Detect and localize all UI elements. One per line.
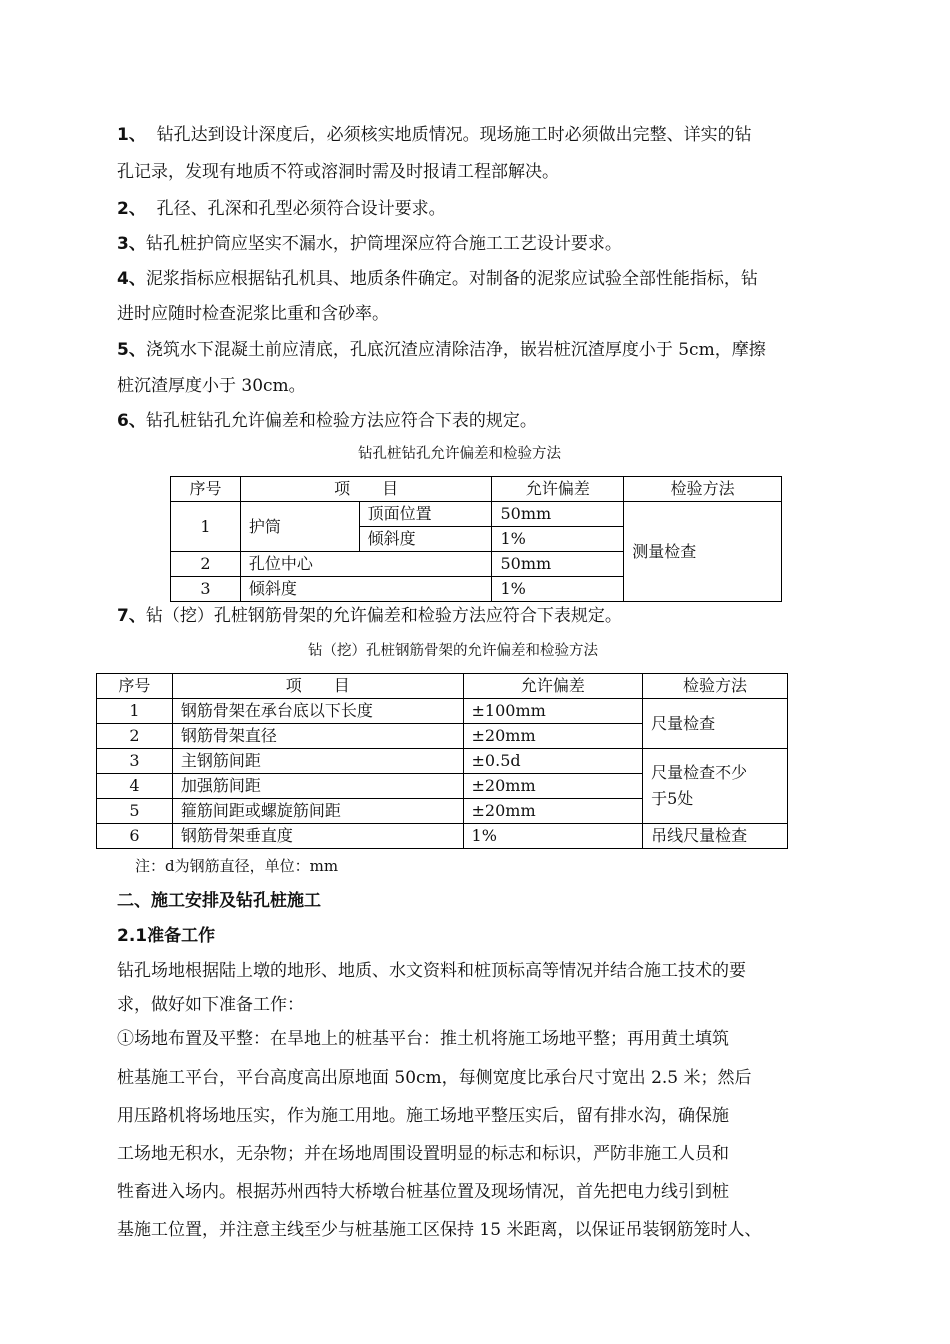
table1-cell-tolerance: 50mm bbox=[492, 552, 624, 577]
table2-cell-item: 主钢筋间距 bbox=[172, 749, 463, 774]
table1-caption: 钻孔桩钻孔允许偏差和检验方法 bbox=[358, 446, 561, 462]
table1-cell-method: 测量检查 bbox=[624, 502, 782, 602]
paragraph-2-line-3: 用压路机将场地压实，作为施工用地。施工场地平整压实后，留有排水沟，确保施 bbox=[117, 1106, 729, 1126]
table1-cell-tolerance: 1% bbox=[492, 527, 624, 552]
table2-cell-item: 钢筋骨架在承台底以下长度 bbox=[172, 699, 463, 724]
table2-cell-tolerance: 1% bbox=[463, 824, 643, 849]
item-5-line-2: 桩沉渣厚度小于 30cm。 bbox=[117, 376, 306, 396]
table2-cell-item: 加强筋间距 bbox=[172, 774, 463, 799]
paragraph-1-line-1: 钻孔场地根据陆上墩的地形、地质、水文资料和桩顶标高等情况并结合施工技术的要 bbox=[117, 961, 746, 981]
item-7: 7、钻（挖）孔桩钢筋骨架的允许偏差和检验方法应符合下表规定。 bbox=[117, 606, 622, 626]
table2-header-tolerance: 允许偏差 bbox=[463, 674, 643, 699]
table1 bbox=[170, 476, 782, 602]
paragraph-2-line-6: 基施工位置，并注意主线至少与桩基施工区保持 15 米距离，以保证吊装钢筋笼时人、 bbox=[117, 1220, 762, 1240]
table2-cell-no: 1 bbox=[97, 699, 173, 724]
table2-cell-no: 2 bbox=[97, 724, 173, 749]
table1-cell-no: 1 bbox=[171, 502, 241, 552]
table1-cell-item: 护筒 bbox=[240, 502, 359, 552]
item-4-line-2: 进时应随时检查泥浆比重和含砂率。 bbox=[117, 304, 389, 324]
table1-header-no: 序号 bbox=[171, 477, 241, 502]
paragraph-1-line-2: 求，做好如下准备工作： bbox=[117, 995, 304, 1015]
table2-cell-no: 6 bbox=[97, 824, 173, 849]
table2-header-no: 序号 bbox=[97, 674, 173, 699]
table1-cell-tolerance: 50mm bbox=[492, 502, 624, 527]
item-6: 6、钻孔桩钻孔允许偏差和检验方法应符合下表的规定。 bbox=[117, 411, 537, 431]
table-row bbox=[97, 699, 788, 724]
table1-header-tolerance: 允许偏差 bbox=[492, 477, 624, 502]
table1-cell-item: 孔位中心 bbox=[240, 552, 492, 577]
table2-header-method: 检验方法 bbox=[643, 674, 788, 699]
item-1-line-2: 孔记录，发现有地质不符或溶洞时需及时报请工程部解决。 bbox=[117, 162, 559, 182]
paragraph-2-line-4: 工场地无积水，无杂物；并在场地周围设置明显的标志和标识，严防非施工人员和 bbox=[117, 1144, 729, 1164]
table1-cell-no: 2 bbox=[171, 552, 241, 577]
paragraph-2-line-1: ①场地布置及平整：在旱地上的桩基平台：推土机将施工场地平整；再用黄土填筑 bbox=[117, 1029, 729, 1049]
table2-cell-method-b bbox=[643, 749, 788, 824]
table2-cell-tolerance: ±0.5d bbox=[463, 749, 643, 774]
table1-cell-subitem: 倾斜度 bbox=[359, 527, 492, 552]
table1-cell-no: 3 bbox=[171, 577, 241, 602]
section-heading: 二、施工安排及钻孔桩施工 bbox=[117, 891, 321, 911]
item-2: 2、 孔径、孔深和孔型必须符合设计要求。 bbox=[117, 199, 446, 219]
subsection-heading: 2.1准备工作 bbox=[117, 926, 216, 946]
item-5-line-1: 5、浇筑水下混凝土前应清底，孔底沉渣应清除洁净，嵌岩桩沉渣厚度小于 5cm，摩擦 bbox=[117, 340, 766, 360]
table2-cell-method-c: 吊线尺量检查 bbox=[643, 824, 788, 849]
table2-header-item: 项 目 bbox=[172, 674, 463, 699]
table-row bbox=[97, 749, 788, 774]
paragraph-2-line-5: 牲畜进入场内。根据苏州西特大桥墩台桩基位置及现场情况，首先把电力线引到桩 bbox=[117, 1182, 729, 1202]
table-row bbox=[97, 824, 788, 849]
table2-cell-tolerance: ±20mm bbox=[463, 799, 643, 824]
table1-cell-item: 倾斜度 bbox=[240, 577, 492, 602]
table2-method-b-line-2: 于5处 bbox=[651, 789, 694, 808]
table-row bbox=[171, 502, 782, 527]
table2-cell-method-a: 尺量检查 bbox=[643, 699, 788, 749]
table2-method-b-line-1: 尺量检查不少 bbox=[651, 763, 748, 782]
table2-cell-tolerance: ±20mm bbox=[463, 774, 643, 799]
item-1-line-1: 1、 钻孔达到设计深度后，必须核实地质情况。现场施工时必须做出完整、详实的钻 bbox=[117, 125, 752, 145]
table1-header-item: 项 目 bbox=[240, 477, 492, 502]
table1-cell-subitem: 顶面位置 bbox=[359, 502, 492, 527]
table2-note: 注：d为钢筋直径，单位：mm bbox=[135, 857, 339, 875]
table1-header-row bbox=[171, 477, 782, 502]
paragraph-2-line-2: 桩基施工平台，平台高度高出原地面 50cm，每侧宽度比承台尺寸宽出 2.5 米；然后 bbox=[117, 1068, 752, 1088]
table2 bbox=[96, 673, 788, 849]
table2-cell-no: 5 bbox=[97, 799, 173, 824]
table2-cell-item: 钢筋骨架垂直度 bbox=[172, 824, 463, 849]
table2-header-row bbox=[97, 674, 788, 699]
item-4-line-1: 4、泥浆指标应根据钻孔机具、地质条件确定。对制备的泥浆应试验全部性能指标，钻 bbox=[117, 269, 758, 289]
table1-header-method: 检验方法 bbox=[624, 477, 782, 502]
table2-cell-item: 箍筋间距或螺旋筋间距 bbox=[172, 799, 463, 824]
table1-cell-tolerance: 1% bbox=[492, 577, 624, 602]
table2-cell-tolerance: ±100mm bbox=[463, 699, 643, 724]
table2-cell-no: 3 bbox=[97, 749, 173, 774]
table2-cell-tolerance: ±20mm bbox=[463, 724, 643, 749]
table2-caption: 钻（挖）孔桩钢筋骨架的允许偏差和检验方法 bbox=[308, 643, 598, 659]
table2-cell-item: 钢筋骨架直径 bbox=[172, 724, 463, 749]
table2-cell-no: 4 bbox=[97, 774, 173, 799]
item-3: 3、钻孔桩护筒应坚实不漏水，护筒埋深应符合施工工艺设计要求。 bbox=[117, 234, 622, 254]
